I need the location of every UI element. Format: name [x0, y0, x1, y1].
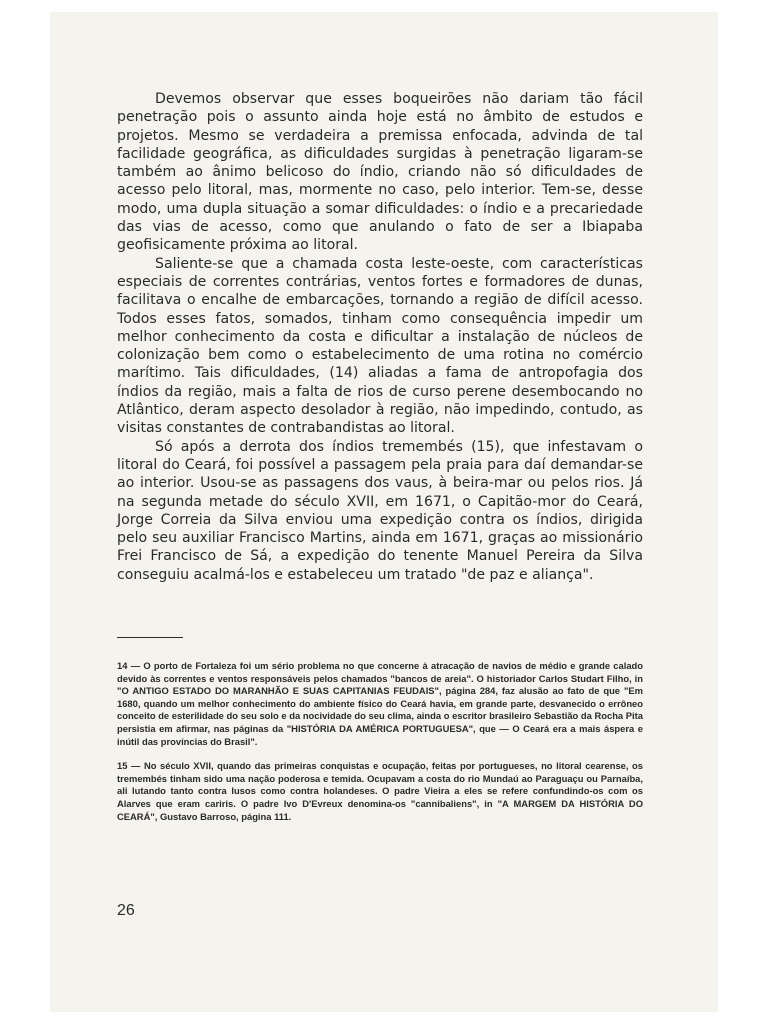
paragraph: Devemos observar que esses boqueirões não dariam tão fácil penetração pois o assunto ainda hoje está no âmbito de estudos e projetos. Mesmo se verdadeira a premissa enfocada, advinda de tal facilidade geográfica, as dificuldades surgidas à penetração ligaram-se também ao ânimo belicoso do índio, criando não só dificuldades de acesso pelo litoral, mas, mormente no caso, pelo interior. Tem-se, desse modo, uma dupla situação a somar dificuldades: o índio e a precariedade das vias de acesso, como que anulando o fato de ser a Ibiapaba geofisicamente próxima ao litoral. [117, 91, 643, 254]
paragraph: Saliente-se que a chamada costa leste-oeste, com características especiais de correntes contrárias, ventos fortes e formadores de dunas, facilitava o encalhe de embarcações, tornando a região de difícil acesso. Todos esses fatos, somados, tinham como consequência impedir um melhor conhecimento da costa e dificultar a instalação de núcleos de colonização bem como o estabelecimento de uma rotina no comércio marítimo. Tais dificuldades, (14) aliadas a fama de antropofagia dos índios da região, mais a falta de rios de curso perene desembocando no Atlântico, deram aspecto desolador à região, não impedindo, contudo, as visitas constantes de contrabandistas ao litoral. [117, 255, 643, 437]
footnote-15: 15 — No século XVII, quando das primeiras conquistas e ocupação, feitas por portugueses, no litoral cearense, os tremembés tinham sido uma nação poderosa e temida. Ocupavam a costa do rio Mundaú ao Paraguaçu ou Parnaíba, ali lutando tanto contra lusos como contra holandeses. O padre Vieira a eles se refere confundindo-os com os Alarves que eram cariris. O padre Ivo D'Evreux denomina-os "cannibaliens", in "A MARGEM DA HISTÓRIA DO CEARÁ", Gustavo Barroso, página 111. [117, 760, 643, 822]
footnote-separator [117, 637, 183, 638]
footnotes [117, 660, 643, 823]
footnote-14: 14 — O porto de Fortaleza foi um sério problema no que concerne à atracação de navios de médio e grande calado devido às correntes e ventos responsáveis pelos chamados "bancos de areia". O historiador Carlos Studart Filho, in "O ANTIGO ESTADO DO MARANHÃO E SUAS CAPITANIAS FEUDAIS", página 284, faz alusão ao fato de que "Em 1680, quando um melhor conhecimento do ambiente físico do Ceará havia, em grande parte, desvanecido o errôneo conceito de esterilidade do seu solo e da nocividade do seu clima, ainda o escritor brasileiro Sebastião da Rocha Pita persistia em afirmar, nas páginas da "HISTÓRIA DA AMÉRICA PORTUGUESA", que — O Ceará era a mais áspera e inútil das províncias do Brasil". [117, 660, 643, 747]
page-number: 26 [117, 902, 135, 919]
paragraph: Só após a derrota dos índios tremembés (15), que infestavam o litoral do Ceará, foi possível a passagem pela praia para daí demandar-se ao interior. Usou-se as passagens dos vaus, à beira-mar ou pelos rios. Já na segunda metade do século XVII, em 1671, o Capitão-mor do Ceará, Jorge Correia da Silva enviou uma expedição contra os índios, dirigida pelo seu auxiliar Francisco Martins, ainda em 1671, graças ao missionário Frei Francisco de Sá, a expedição do tenente Manuel Pereira da Silva conseguiu acalmá-los e estabeleceu um tratado "de paz e aliança". [117, 438, 643, 583]
main-text [117, 90, 643, 584]
